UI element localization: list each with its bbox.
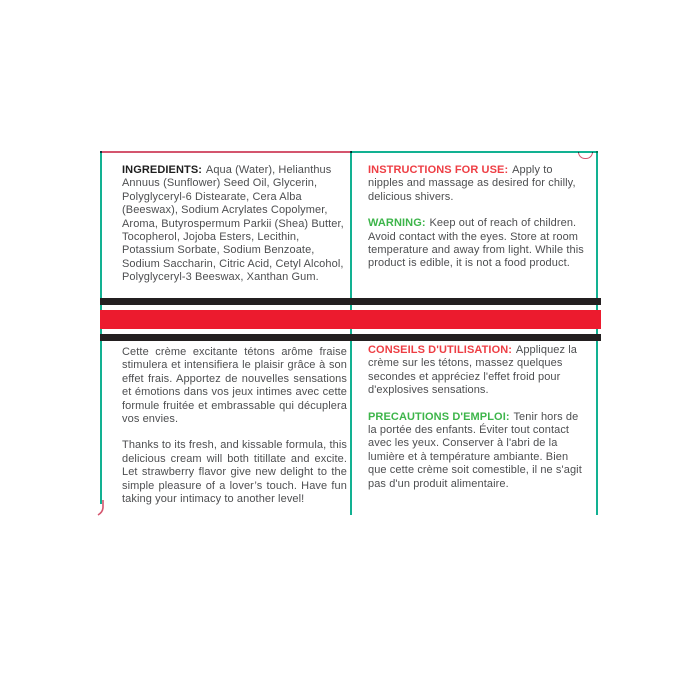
ingredients-label: INGREDIENTS: (122, 164, 203, 176)
description-fr-text: Cette crème excitante tétons arôme fraise stimulera et intensifiera le plaisir grâce à son effet frais. Apportez de nouvelles sensations et émotions dans vos jeux intimes avec cette formule fruitée et embrassable qui décuplera vos envies. (122, 346, 347, 426)
warning-text: Keep out of reach of children. Avoid contact with the eyes. Store at room temperature and away from light. While this product is edible, it is not a food product. (368, 217, 584, 270)
conseils-label: CONSEILS D'UTILISATION: (368, 344, 513, 356)
description-fr-paragraph (122, 346, 347, 426)
warning-paragraph (368, 217, 587, 271)
instructions-text: Apply to nipples and massage as desired for chilly, delicious shivers. (368, 164, 576, 203)
conseils-text: Appliquez la crème sur les tétons, massez quelques secondes et appréciez l'effet froid pour d'explosives sensations. (368, 344, 578, 397)
conseils-paragraph (368, 344, 589, 398)
description-panel (122, 346, 347, 506)
band-stripe-black-top (100, 298, 601, 305)
ingredients-paragraph (122, 164, 346, 285)
instructions-label: INSTRUCTIONS FOR USE: (368, 164, 509, 176)
ingredients-panel (122, 164, 346, 285)
cut-line-right (596, 151, 598, 515)
cut-line-middle (350, 151, 352, 515)
band-stripe-red (100, 310, 601, 329)
description-en-paragraph (122, 439, 347, 506)
instructions-panel (368, 164, 587, 271)
precautions-paragraph (368, 411, 589, 491)
precautions-text: Tenir hors de la portée des enfants. Éviter tout contact avec les yeux. Conserver à l'abri de la lumière et à température ambiante. Bien que cette crème soit comestible, il ne s'agit pas d'un produit alimentaire. (368, 410, 582, 490)
precautions-label: PRECAUTIONS D'EMPLOI: (368, 410, 510, 423)
conseils-panel (368, 344, 589, 491)
thumb-notch-mark (578, 152, 593, 159)
cut-line-top-left (100, 151, 352, 153)
cut-line-top-right (351, 151, 598, 153)
band-stripe-black-bottom (100, 334, 601, 341)
corner-hook-mark (97, 500, 109, 516)
description-en-text: Thanks to its fresh, and kissable formula, this delicious cream will both titillate and excite. Let strawberry flavor give new delight to the simple pleasure of a lover’s touch. Have fun taking your intimacy to another level! (122, 439, 347, 506)
instructions-paragraph (368, 164, 587, 204)
ingredients-text: Aqua (Water), Helianthus Annuus (Sunflower) Seed Oil, Glycerin, Polyglyceryl-6 Distearate, Cera Alba (Beeswax), Sodium Acrylates Copolymer, Aroma, Butyrospermum Parkii (Shea) Butter, Tocopherol, Jojoba Esters, Lecithin, Potassium Sorbate, Sodium Benzoate, Sodium Saccharin, Citric Acid, Cetyl Alcohol, Polyglyceryl-3 Beeswax, Xanthan Gum. (122, 164, 344, 284)
warning-label: WARNING: (368, 217, 426, 230)
